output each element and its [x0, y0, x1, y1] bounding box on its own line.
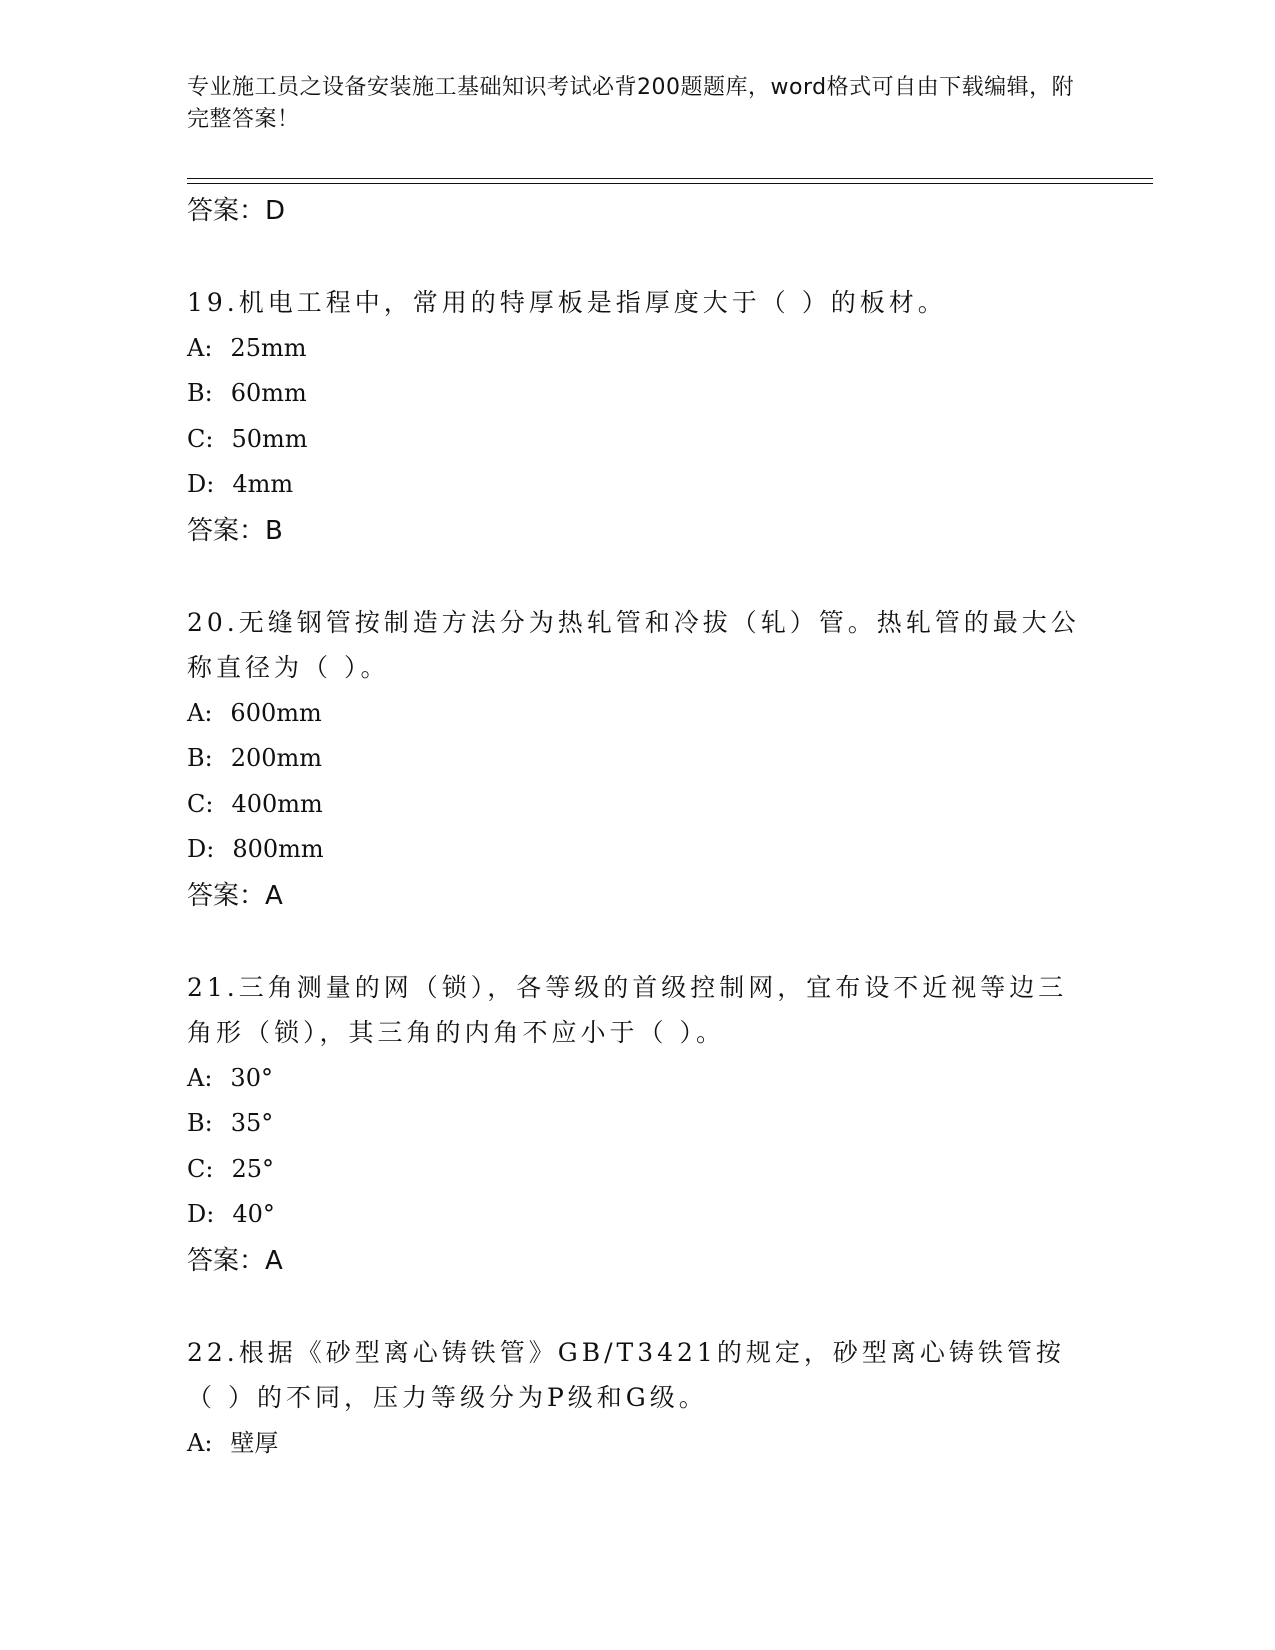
question-block	[187, 280, 1087, 554]
answer-line: 答案：D	[187, 196, 286, 226]
answer-line: 答案：B	[187, 515, 283, 546]
option-label: B:	[187, 1109, 213, 1137]
option-a	[187, 691, 1087, 737]
question-text: 21.三角测量的网（锁），各等级的首级控制网，宜布设不近视等边三角形（锁），其三角的内角不应小于（ ）。	[187, 972, 1068, 1047]
option-c	[187, 417, 1087, 463]
option-value: 200mm	[230, 744, 323, 772]
header-title: 专业施工员之设备安装施工基础知识考试必背200题题库，word格式可自由下载编辑，附完整答案！	[187, 75, 1075, 132]
option-value: 4mm	[232, 470, 294, 498]
option-b	[187, 1101, 1087, 1147]
option-value: 800mm	[232, 835, 324, 863]
option-label: C:	[187, 1154, 214, 1183]
question-text: 19.机电工程中，常用的特厚板是指厚度大于（ ）的板材。	[187, 288, 947, 317]
option-d	[187, 827, 1087, 873]
document-body	[187, 188, 1087, 1466]
answer-line: 答案：A	[187, 1245, 283, 1276]
header-rule-top	[187, 178, 1153, 179]
question-block	[187, 965, 1087, 1284]
option-value: 35°	[230, 1109, 274, 1137]
option-label: A:	[187, 1428, 213, 1457]
question-block	[187, 1330, 1087, 1467]
option-c	[187, 1147, 1087, 1193]
option-label: C:	[187, 789, 214, 818]
option-value: 30°	[230, 1063, 273, 1092]
option-label: A:	[187, 333, 213, 362]
option-value: 50mm	[231, 424, 308, 453]
option-value: 25mm	[230, 333, 307, 362]
option-a	[187, 1056, 1087, 1102]
option-d	[187, 1192, 1087, 1238]
option-value: 40°	[232, 1200, 275, 1228]
option-b	[187, 736, 1087, 782]
option-d	[187, 462, 1087, 508]
option-label: B:	[187, 744, 213, 772]
answer-line: 答案：A	[187, 880, 283, 911]
option-label: D:	[187, 1200, 215, 1228]
option-value: 25°	[231, 1154, 274, 1183]
question-text: 20.无缝钢管按制造方法分为热轧管和冷拔（轧）管。热轧管的最大公称直径为（ ）。	[187, 607, 1080, 682]
option-value: 壁厚	[230, 1428, 279, 1457]
option-value: 60mm	[230, 379, 307, 407]
document-header	[187, 72, 1087, 136]
option-c	[187, 782, 1087, 828]
option-b	[187, 371, 1087, 417]
option-a	[187, 1421, 1087, 1467]
question-block	[187, 600, 1087, 919]
option-label: D:	[187, 470, 215, 498]
option-a	[187, 326, 1087, 372]
option-label: B:	[187, 379, 213, 407]
option-label: A:	[187, 1063, 213, 1092]
option-value: 400mm	[231, 789, 323, 818]
header-rule-bottom	[187, 183, 1153, 184]
option-label: A:	[187, 698, 213, 727]
option-label: D:	[187, 835, 215, 863]
option-value: 600mm	[230, 698, 322, 727]
option-label: C:	[187, 424, 214, 453]
question-text: 22.根据《砂型离心铸铁管》GB/T3421的规定，砂型离心铸铁管按（ ）的不同，压力等级分为P级和G级。	[187, 1337, 1065, 1412]
